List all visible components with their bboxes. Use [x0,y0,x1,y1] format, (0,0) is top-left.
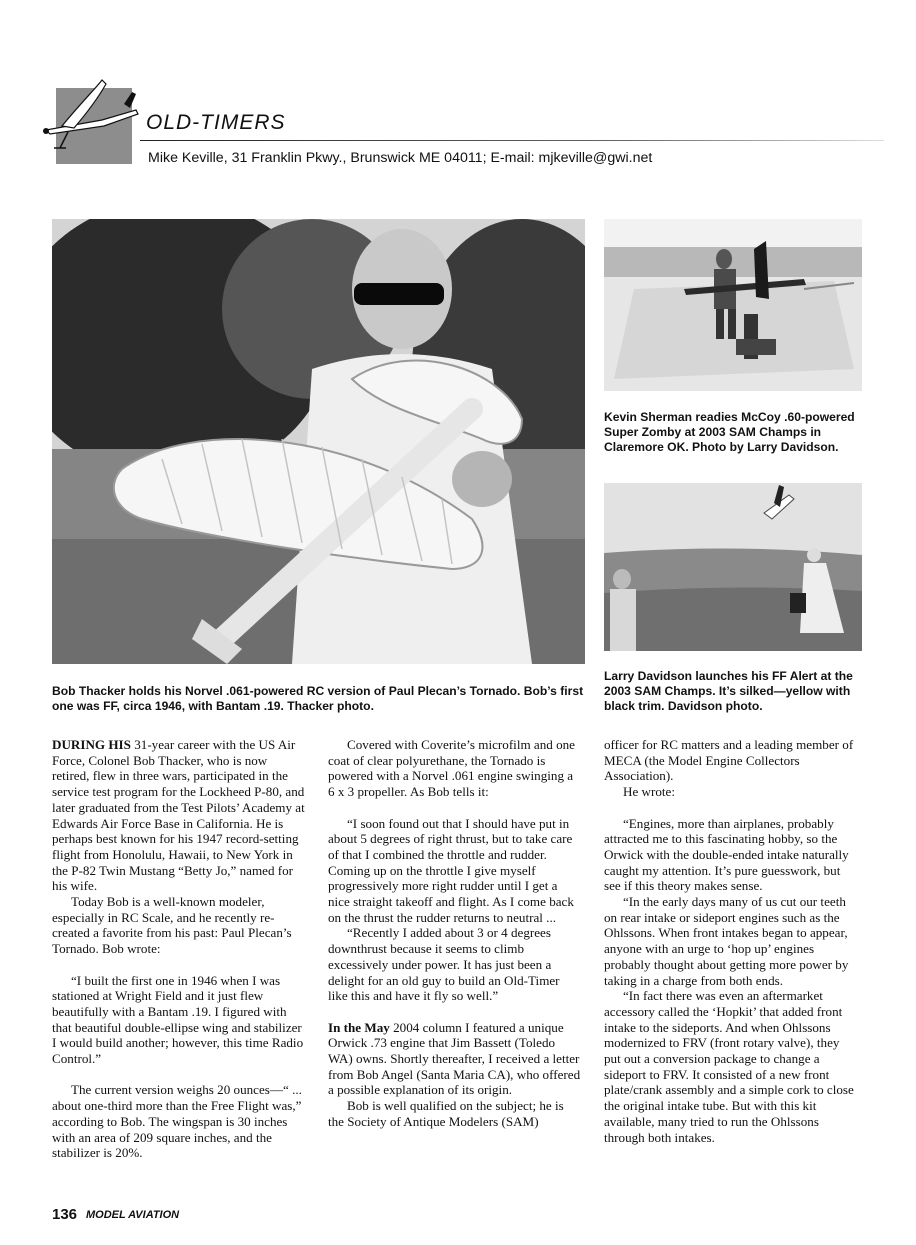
paragraph [328,1020,582,1099]
quote-paragraph: “I soon found out that I should have put in about 5 degrees of right thrust, but to take care of that I combined the throttle and rudder. Coming up on the throttle I give myself progressively more right rudder until I get a nice straight takeoff and flight. As I come back on the thrust the rudder returns to neutral ... [328,815,574,925]
photo-kevin-sherman-super-zomby [604,219,862,391]
paragraph: officer for RC matters and a leading member of MECA (the Model Engine Collectors Association). [604,737,854,784]
quote-paragraph: “Engines, more than airplanes, probably attracted me to this fascinating hobby, so the Orwick with the double-ended intake naturally caught my attention. It’s pure guesswork, but see if this theory makes sense. [604,815,849,894]
lead-in: DURING HIS [52,737,131,752]
article-column-3 [604,737,858,1145]
paragraph: Bob is well qualified on the subject; he is the Society of Antique Modelers (SAM) [328,1098,564,1129]
author-byline: Mike Keville, 31 Franklin Pkwy., Brunswick ME 04011; E-mail: mjkeville@gwi.net [148,150,653,166]
article-column-1 [52,737,306,1161]
caption-main-photo: Bob Thacker holds his Norvel .061-powered RC version of Paul Plecan’s Tornado. Bob’s first one was FF, circa 1946, with Bantam .19. Thacker photo. [52,684,584,713]
quote-paragraph: “I built the first one in 1946 when I was stationed at Wright Field and it just flew beautifully with a Bantam .19. I figured with that beautiful double-ellipse wing and stabilizer I would build another; however, this time Radio Control.” [52,972,304,1067]
paragraph-text: 31-year career with the US Air Force, Colonel Bob Thacker, who is now retired, flew in three wars, participated in the service test program for the Lockheed P-80, and later graduated from the Test Pilots’ Academy at Edwards Air Force Base in California. He is perhaps best known for his 1947 record-setting flight from Honolulu, Hawaii, to New York in the P-82 Twin Mustang “Betty Jo,” named for his wife. [52,737,305,894]
old-timer-airplane-icon [40,74,140,158]
photo-bob-thacker-tornado [52,219,585,664]
magazine-name: MODEL AVIATION [86,1209,180,1221]
lead-in: In the May [328,1019,390,1035]
quote-paragraph: “In the early days many of us cut our teeth on rear intake or sideport engines such as the Ohlssons. When front intakes began to appear, anyone with an urge to ‘hop up’ engines probably thought about getting more power by taking in a charge from both ends. [604,894,849,988]
header-rule [140,140,884,141]
paragraph: He wrote: [623,784,675,800]
paragraph: Covered with Coverite’s microfilm and one coat of clear polyurethane, the Tornado is powered with a Norvel .061 engine swinging a 6 x 3 propeller. As Bob tells it: [328,737,575,800]
paragraph: The current version weighs 20 ounces—“ ... about one-third more than the Free Flight was,” according to Bob. The wingspan is 30 inches with an area of 209 square inches, and the stabilizer is 20%. [52,1082,302,1161]
paragraph-text: 2004 column I featured a unique Orwick .73 engine that Jim Bassett (Toledo WA) owns. Shortly thereafter, I received a letter from Bob Angel (Santa Maria CA), who offered a possible explanation of its origin. [328,1019,581,1098]
quote-paragraph: “Recently I added about 3 or 4 degrees downthrust because it seems to climb excessively under power. It has just been a delight for an old guy to build an Old-Timer like this and have it fly so well.” [328,925,560,1004]
paragraph [52,737,306,894]
caption-davidson-photo: Larry Davidson launches his FF Alert at the 2003 SAM Champs. It’s silked—yellow with black trim. Davidson photo. [604,669,853,713]
paragraph: Today Bob is a well-known modeler, especially in RC Scale, and he recently re-created a favorite from his past: Paul Plecan’s Tornado. Bob wrote: [52,894,292,957]
article-column-2 [328,737,582,1130]
photo-larry-davidson-launch [604,483,862,651]
caption-sherman-photo: Kevin Sherman readies McCoy .60-powered Super Zomby at 2003 SAM Champs in Claremore OK. Photo by Larry Davidson. [604,410,855,454]
quote-paragraph: “In fact there was even an aftermarket accessory called the ‘Hopkit’ that added front intake to the sideports. And when Ohlssons modernized to FRV (front rotary valve), they put out a conversion package to change a sideport to FRV. It consisted of a new front plate/crank assembly and a simple cork to close the original intake tube. But with this kit available, many tried to run the Ohlssons through both intakes. [604,988,854,1145]
page-number: 136 [52,1206,78,1223]
column-title: OLD-TIMERS [146,111,286,134]
